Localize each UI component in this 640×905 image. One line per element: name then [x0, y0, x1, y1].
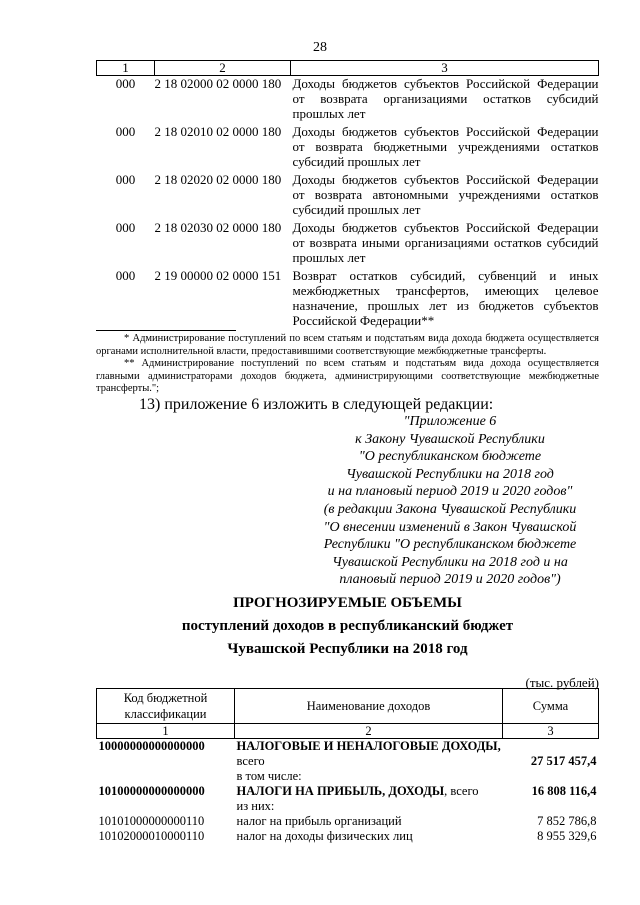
income-name: налог на доходы физических лиц [236, 829, 413, 843]
income-name-main: НАЛОГОВЫЕ И НЕНАЛОГОВЫЕ ДОХОДЫ, [236, 739, 501, 753]
subheading: из них: [236, 799, 275, 813]
budget-code: 2 18 02010 02 0000 180 [154, 124, 282, 139]
col-number-3: 3 [503, 724, 599, 739]
income-name: Доходы бюджетов субъектов Российской Федерации от возврата организациями остатков субсидий прошлых лет [292, 76, 599, 121]
page-number: 28 [313, 40, 327, 55]
appendix-line: (в редакции Закона Чувашской Республики [323, 501, 577, 517]
footnote-1: * Администрирование поступлений по всем статьям и подстатьям вида дохода бюджета осуществляется органами исполнительной власти, предоставившими соответствующие межбюджетные трансферты. [96, 333, 599, 357]
income-name: налог на прибыль организаций [236, 814, 402, 828]
table-header-row [97, 61, 599, 76]
income-name [235, 784, 503, 799]
income-name-suffix: , всего [444, 784, 479, 798]
admin-code: 000 [115, 220, 136, 235]
income-sum: 27 517 457,4 [530, 754, 597, 768]
appendix-line: "О внесении изменений в Закон Чувашской [323, 519, 577, 535]
budget-code: 2 18 02000 02 0000 180 [154, 76, 282, 91]
amendment-instruction: 13) приложение 6 изложить в следующей редакции: [139, 396, 494, 413]
subheading: в том числе: [236, 769, 302, 783]
units-label: (тыс. рублей) [525, 675, 599, 690]
title-line: поступлений доходов в республиканский бюджет [181, 618, 514, 634]
col-number-1: 1 [97, 724, 235, 739]
table-row [97, 769, 599, 784]
table-row [97, 220, 599, 268]
appendix-line: плановый период 2019 и 2020 годов") [339, 572, 561, 588]
table-header-row [97, 689, 599, 724]
revenue-table [96, 688, 599, 844]
admin-code: 000 [115, 268, 136, 283]
col-header-1: 1 [97, 61, 155, 76]
table-row [97, 799, 599, 814]
appendix-line: Чувашской Республики на 2018 год [346, 466, 554, 482]
income-name: Возврат остатков субсидий, субвенций и иных межбюджетных трансфертов, имеющих целевое назначение, прошлых лет из бюджетов субъектов Российской Федерации** [292, 268, 599, 328]
income-name-suffix: всего [236, 754, 265, 768]
table-row [97, 829, 599, 844]
income-name: Доходы бюджетов субъектов Российской Федерации от возврата бюджетными учреждениями остатков субсидий прошлых лет [292, 124, 599, 169]
income-name: Доходы бюджетов субъектов Российской Федерации от возврата иными организациями остатков субсидий прошлых лет [292, 220, 599, 265]
budget-code: 10102000010000110 [98, 829, 205, 843]
table-row [97, 268, 599, 331]
footnotes [96, 333, 599, 396]
col-number-2: 2 [235, 724, 503, 739]
budget-code: 10100000000000000 [98, 784, 205, 798]
appendix-heading [300, 413, 600, 589]
header-sum: Сумма [503, 689, 599, 724]
appendix-line: "Приложение 6 [403, 414, 497, 429]
income-name-main: НАЛОГИ НА ПРИБЫЛЬ, ДОХОДЫ [236, 784, 445, 798]
appendix-line: к Закону Чувашской Республики [355, 431, 545, 447]
column-number-row [97, 724, 599, 739]
admin-code: 000 [115, 76, 136, 91]
income-sum: 16 808 116,4 [531, 784, 597, 798]
appendix-line: Чувашской Республики на 2018 год и на [332, 554, 568, 570]
budget-code: 2 18 02020 02 0000 180 [154, 172, 282, 187]
budget-code: 2 19 00000 02 0000 151 [154, 268, 282, 283]
table-row [97, 784, 599, 799]
budget-code: 2 18 02030 02 0000 180 [154, 220, 282, 235]
table-row [97, 172, 599, 220]
col-header-2: 2 [155, 61, 291, 76]
budget-code: 10000000000000000 [98, 739, 205, 753]
table-row [97, 814, 599, 829]
header-name: Наименование доходов [235, 689, 503, 724]
appendix-line: Республики "О республиканском бюджете [323, 537, 577, 553]
income-sum: 7 852 786,8 [537, 814, 597, 828]
income-name [235, 739, 503, 770]
table-row [97, 76, 599, 125]
col-header-3: 3 [291, 61, 599, 76]
document-title [96, 592, 599, 661]
admin-code: 000 [115, 172, 136, 187]
footnote-2: ** Администрирование поступлений по всем статьям и подстатьям вида дохода осуществляется главными администраторами доходов бюджета, администрирующими соответствующие межбюджетные трансферты."; [96, 358, 599, 394]
income-sum: 8 955 329,6 [537, 829, 597, 843]
header-code: Код бюджетной классификации [97, 689, 235, 724]
table-row [97, 124, 599, 172]
footnote-divider [96, 330, 236, 331]
admin-codes-table [96, 60, 599, 331]
title-line: ПРОГНОЗИРУЕМЫЕ ОБЪЕМЫ [233, 595, 462, 611]
admin-code: 000 [115, 124, 136, 139]
appendix-line: "О республиканском бюджете [358, 449, 542, 465]
table-row [97, 739, 599, 770]
title-line: Чувашской Республики на 2018 год [227, 641, 468, 657]
budget-code: 10101000000000110 [98, 814, 205, 828]
income-name: Доходы бюджетов субъектов Российской Федерации от возврата автономными учреждениями остатков субсидий прошлых лет [292, 172, 599, 217]
appendix-line: и на плановый период 2019 и 2020 годов" [327, 484, 573, 500]
